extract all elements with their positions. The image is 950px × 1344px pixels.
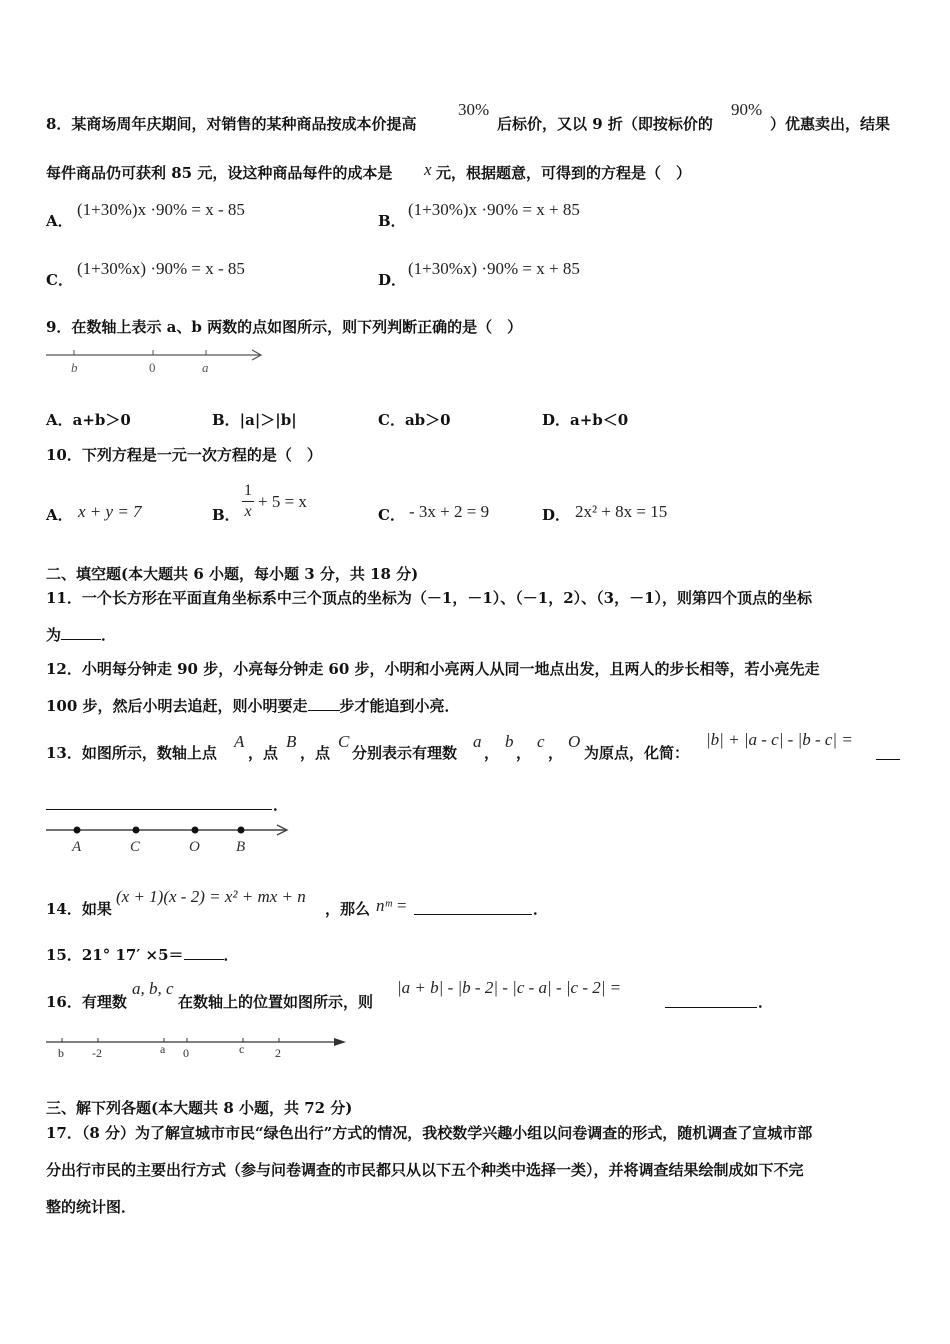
q9-number-line: [40, 344, 270, 378]
q13-comma-1: ，: [484, 744, 500, 762]
q16-number-line: [42, 1032, 352, 1062]
q12-line2-start: 100 步，然后小明去追赶，则小明要走: [46, 697, 308, 715]
q16-text-2: 在数轴上的位置如图所示，则: [178, 993, 374, 1011]
q13-var-c: c: [537, 732, 545, 751]
q13-text-2: ，点: [248, 744, 279, 762]
q16-label-b: b: [58, 1046, 64, 1060]
q15-answer-blank[interactable]: [184, 945, 224, 960]
q9-label-0: 0: [149, 360, 156, 375]
q9-option-d: D．a+b＜0: [542, 411, 629, 429]
q8-line1-end: ）优惠卖出，结果: [770, 115, 891, 133]
q8-option-c-label: C．: [46, 271, 73, 289]
q9-label-b: b: [71, 360, 78, 375]
q10-option-b-label: B．: [212, 506, 240, 524]
q13-end: ．: [273, 796, 289, 814]
q8-option-d-label: D．: [378, 271, 407, 289]
q13-answer-blank-2[interactable]: [46, 795, 272, 810]
q8-line2-end: 元，根据题意，可得到的方程是（ ）: [436, 164, 692, 182]
q10-fraction-denominator: x: [244, 503, 252, 520]
q13-label-B: B: [236, 839, 246, 855]
q9-option-c: C．ab＞0: [378, 411, 451, 429]
q13-origin-O: O: [568, 732, 581, 751]
q13-text-3: ，点: [300, 744, 331, 762]
q13-comma-3: ，: [548, 744, 564, 762]
q11-line1: 11．一个长方形在平面直角坐标系中三个顶点的坐标为（－1，－1）、（－1，2）、（3，－1），则第四个顶点的坐标: [46, 589, 813, 607]
q13-point-C: C: [338, 732, 350, 751]
q9-option-b: B．|a|＞|b|: [212, 411, 297, 429]
q14-answer-blank[interactable]: [414, 900, 532, 915]
q15-line: [46, 945, 239, 965]
section-2-heading: 二、填空题(本大题共 6 小题，每小题 3 分，共 18 分): [46, 565, 419, 583]
q11-answer-blank[interactable]: [61, 625, 101, 640]
q12-line2-end: 步才能追到小亮．: [339, 697, 460, 715]
q8-sup-90: 90%: [731, 100, 763, 119]
q13-point-A-dot: [74, 827, 81, 834]
q16-variables: a, b, c: [132, 979, 174, 998]
q16-label-2: 2: [275, 1046, 281, 1060]
q10-fraction-numerator: 1: [244, 482, 252, 499]
q13-point-B-dot: [238, 827, 245, 834]
q10-option-d-formula: 2x² + 8x = 15: [575, 502, 668, 521]
q13-label-O: O: [189, 839, 200, 855]
q9-option-a: A．a+b＞0: [46, 411, 131, 429]
q8-option-a-label: A．: [46, 212, 73, 230]
q10-option-a-formula: x + y = 7: [78, 502, 142, 521]
q16-label-neg2: -2: [92, 1046, 102, 1060]
q14-expression-2: nᵐ =: [376, 896, 408, 915]
q8-line1-text: 8．某商场周年庆期间，对销售的某种商品按成本价提高: [46, 115, 417, 133]
q16-label-0: 0: [183, 1046, 189, 1060]
q8-option-b-formula: (1+30%)x ·90% = x + 85: [408, 200, 580, 219]
q10-fraction-bar: [242, 501, 254, 502]
q13-number-line: [40, 818, 296, 856]
q10-question: 10．下列方程是一元一次方程的是（ ）: [46, 446, 322, 464]
q11-line2-start: 为: [46, 626, 62, 644]
q10-option-a-label: A．: [46, 506, 73, 524]
q12-line2: [46, 696, 460, 716]
q16-label-a: a: [160, 1042, 166, 1056]
q11-line2: [46, 625, 116, 645]
q8-sup-30: 30%: [458, 100, 490, 119]
q17-line2: 分出行市民的主要出行方式（参与问卷调查的市民都只从以下五个种类中选择一类），并将调查结果绘制成如下不完: [46, 1161, 804, 1179]
q10-option-d-label: D．: [542, 506, 571, 524]
q14-text-1: 14．如果: [46, 900, 112, 918]
q13-point-O-dot: [192, 827, 199, 834]
q13-point-C-dot: [133, 827, 140, 834]
q16-axis-arrow: [334, 1038, 346, 1046]
q13-label-C: C: [130, 839, 141, 855]
q9-question: 9．在数轴上表示 a、b 两数的点如图所示，则下列判断正确的是（ ）: [46, 318, 523, 336]
q13-label-A: A: [72, 839, 82, 855]
q16-expression: |a + b| - |b - 2| - |c - a| - |c - 2| =: [397, 978, 622, 997]
q13-text-4: 分别表示有理数: [352, 744, 458, 762]
q13-var-a: a: [473, 732, 482, 751]
q8-option-b-label: B．: [378, 212, 406, 230]
q12-line1: 12．小明每分钟走 90 步，小亮每分钟走 60 步，小明和小亮两人从同一地点出发，且两人的步长相等，若小亮先走: [46, 660, 820, 678]
q15-text: 15．21° 17′ ×5＝: [46, 946, 184, 964]
q8-option-a-formula: (1+30%)x ·90% = x - 85: [77, 200, 245, 219]
q10-option-c-formula: - 3x + 2 = 9: [409, 502, 490, 521]
q10-option-b-fraction: [242, 482, 254, 521]
section-3-heading: 三、解下列各题(本大题共 8 小题，共 72 分): [46, 1099, 353, 1117]
q13-point-B: B: [286, 732, 297, 751]
q13-comma-2: ，: [516, 744, 532, 762]
q9-label-a: a: [202, 360, 209, 375]
q8-line1-mid: 后标价，又以 9 折（即按标价的: [497, 115, 713, 133]
q8-line2-text: 每件商品仍可获利 85 元，设这种商品每件的成本是: [46, 164, 393, 182]
q17-line1: 17．（8 分）为了解宣城市市民“绿色出行”方式的情况，我校数学兴趣小组以问卷调查的形式，随机调查了宣城市部: [46, 1124, 813, 1142]
q8-option-d-formula: (1+30%x) ·90% = x + 85: [408, 259, 580, 278]
q17-line3: 整的统计图．: [46, 1198, 137, 1216]
q11-line2-end: ．: [101, 626, 117, 644]
q8-option-c-formula: (1+30%x) ·90% = x - 85: [77, 259, 245, 278]
q13-var-b: b: [505, 732, 514, 751]
q13-text-1: 13．如图所示，数轴上点: [46, 744, 217, 762]
q10-option-c-label: C．: [378, 506, 405, 524]
q14-text-2: ，那么: [325, 900, 371, 918]
q13-point-A: A: [234, 732, 245, 751]
q14-expression: (x + 1)(x - 2) = x² + mx + n: [116, 887, 306, 906]
q12-answer-blank[interactable]: [308, 696, 340, 711]
q10-option-b-rest: + 5 = x: [258, 492, 307, 511]
q13-expression: |b| + |a - c| - |b - c| =: [706, 730, 853, 749]
q16-label-c: c: [239, 1042, 245, 1056]
q13-answer-blank-1[interactable]: [876, 745, 900, 760]
q13-text-5: 为原点，化简：: [584, 744, 690, 762]
q16-end: ．: [758, 993, 774, 1011]
q16-answer-blank[interactable]: [665, 993, 757, 1008]
q8-var-x: x: [424, 160, 432, 179]
q16-text-1: 16．有理数: [46, 993, 127, 1011]
q15-end: ．: [223, 946, 239, 964]
q14-end: ．: [533, 900, 549, 918]
